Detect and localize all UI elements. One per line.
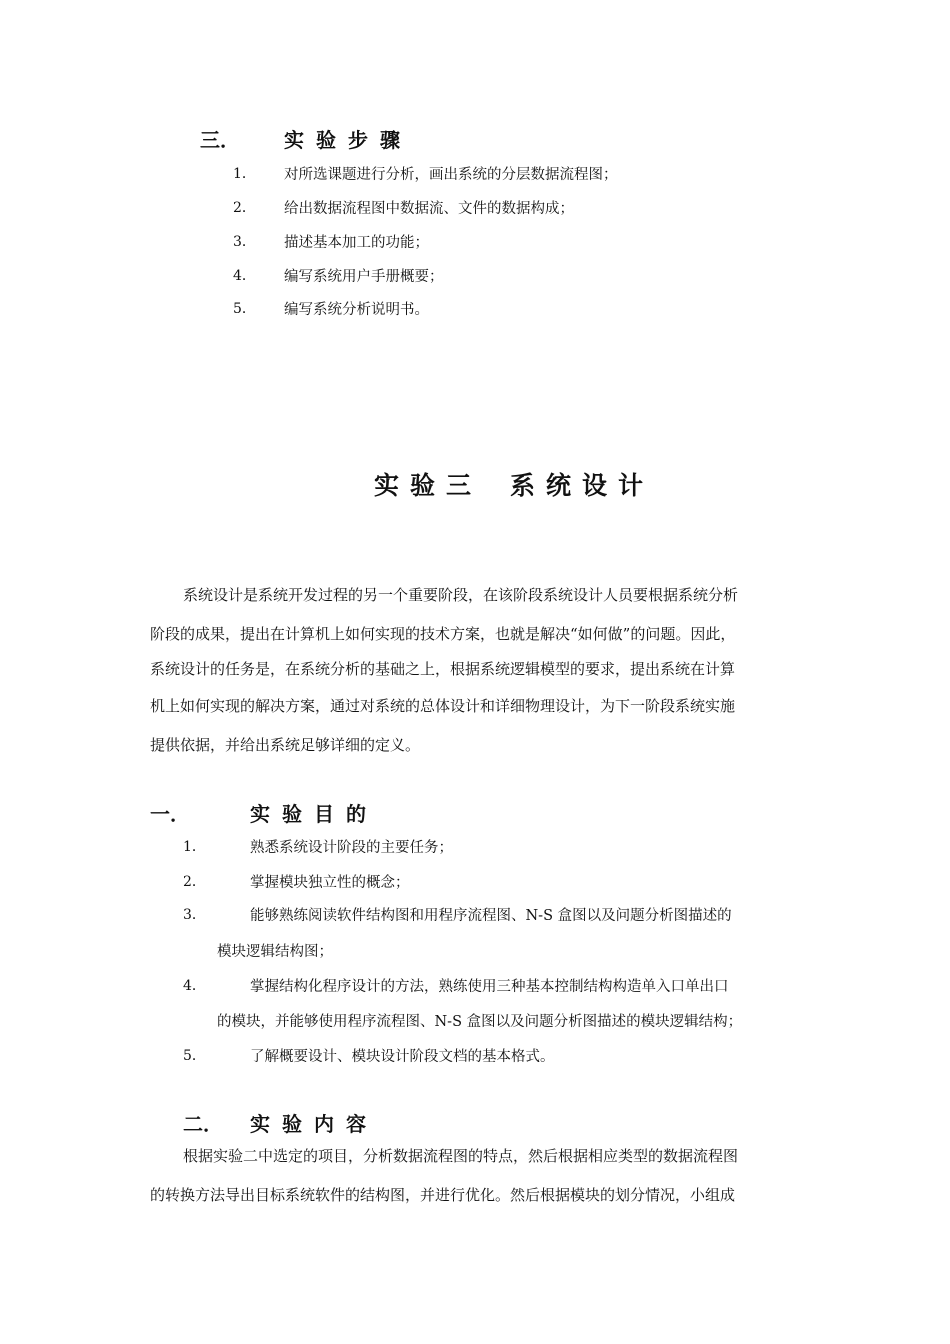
list-item-text: 熟悉系统设计阶段的主要任务；	[250, 840, 453, 856]
list-item-text: 对所选课题进行分析，画出系统的分层数据流程图；	[284, 167, 618, 183]
paragraph-line: 的转换方法导出目标系统软件的结构图，并进行优化。然后根据模块的划分情况，小组成	[150, 1186, 736, 1204]
paragraph-line: 阶段的成果，提出在计算机上如何实现的技术方案，也就是解决“如何做”的问题。因此，	[150, 625, 736, 643]
section-number: 二．	[183, 1112, 223, 1136]
section-number: 三．	[200, 128, 240, 152]
paragraph-line: 机上如何实现的解决方案，通过对系统的总体设计和详细物理设计，为下一阶段系统实施	[150, 697, 736, 715]
paragraph-line: 提供依据，并给出系统足够详细的定义。	[150, 736, 421, 754]
section-title: 实验步骤	[284, 128, 412, 152]
list-item-number: 3．	[233, 234, 256, 250]
list-item-number: 1．	[183, 839, 206, 855]
section-title: 实验目的	[250, 802, 378, 826]
list-item-number: 1．	[233, 166, 256, 182]
list-item-number: 4．	[183, 978, 206, 994]
list-item-number: 4．	[233, 268, 256, 284]
list-item-text: 描述基本加工的功能；	[284, 235, 429, 251]
list-item-number: 3．	[183, 907, 206, 923]
list-item-number: 2．	[183, 874, 206, 890]
list-item-text: 掌握模块独立性的概念；	[250, 875, 410, 891]
list-item-text: 掌握结构化程序设计的方法，熟练使用三种基本控制结构构造单入口单出口	[250, 979, 729, 995]
list-item-continuation: 模块逻辑结构图；	[217, 944, 333, 960]
list-item-number: 5．	[233, 301, 256, 317]
chapter-title-right: 系统设计	[510, 471, 655, 500]
chapter-title-left: 实验三	[374, 471, 483, 500]
list-item-text: 能够熟练阅读软件结构图和用程序流程图、N-S 盒图以及问题分析图描述的	[250, 908, 732, 924]
list-item-text: 编写系统分析说明书。	[284, 302, 429, 318]
list-item-text: 编写系统用户手册概要；	[284, 269, 444, 285]
list-item-text: 给出数据流程图中数据流、文件的数据构成；	[284, 201, 574, 217]
paragraph-line: 系统设计是系统开发过程的另一个重要阶段，在该阶段系统设计人员要根据系统分析	[183, 586, 739, 604]
section-number: 一．	[150, 802, 190, 826]
paragraph-line: 根据实验二中选定的项目，分析数据流程图的特点，然后根据相应类型的数据流程图	[183, 1147, 739, 1165]
section-title: 实验内容	[250, 1112, 378, 1136]
paragraph-line: 系统设计的任务是，在系统分析的基础之上，根据系统逻辑模型的要求，提出系统在计算	[150, 660, 736, 678]
list-item-continuation: 的模块，并能够使用程序流程图、N-S 盒图以及问题分析图描述的模块逻辑结构；	[217, 1014, 743, 1030]
list-item-number: 2．	[233, 200, 256, 216]
list-item-number: 5．	[183, 1048, 206, 1064]
list-item-text: 了解概要设计、模块设计阶段文档的基本格式。	[250, 1049, 555, 1065]
